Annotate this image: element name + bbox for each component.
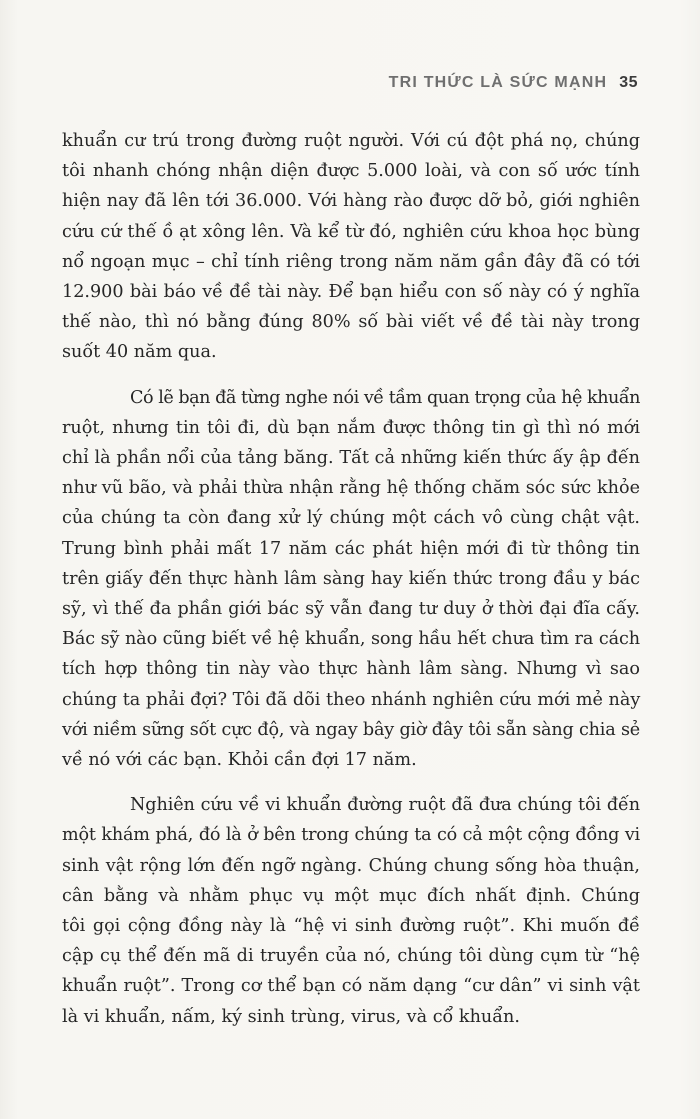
- text-line: khuẩn ruột”. Trong cơ thể bạn có năm dạng “cư dân” vi sinh vật: [62, 976, 640, 997]
- paragraph-gap: [62, 775, 640, 790]
- text-line: Có lẽ bạn đã từng nghe nói về tầm quan trọng của hệ khuẩn: [130, 387, 640, 408]
- text-line: cập cụ thể đến mã di truyền của nó, chúng tôi dùng cụm từ “hệ: [62, 946, 640, 967]
- chapter-title: TRI THỨC LÀ SỨC MẠNH: [388, 74, 608, 91]
- text-line: Nghiên cứu về vi khuẩn đường ruột đã đưa chúng tôi đến: [130, 795, 640, 816]
- text-line: tích hợp thông tin này vào thực hành lâm sàng. Nhưng vì sao: [62, 659, 640, 680]
- text-line: nổ ngoạn mục – chỉ tính riêng trong năm năm gần đây đã có tới: [62, 251, 640, 272]
- text-line: với niềm sững sốt cực độ, và ngay bây giờ đây tôi sẵn sàng chia sẻ: [62, 719, 640, 740]
- page-number: 35: [619, 74, 638, 91]
- text-line: Trung bình phải mất 17 năm các phát hiện mới đi từ thông tin: [62, 538, 640, 559]
- text-line: suốt 40 năm qua.: [62, 342, 217, 363]
- text-line: chúng ta phải đợi? Tôi đã dõi theo nhánh nghiên cứu mới mẻ này: [62, 689, 641, 710]
- paragraph-1: [62, 126, 640, 368]
- text-line: thế nào, thì nó bằng đúng 80% số bài viết về đề tài này trong: [62, 312, 640, 333]
- text-line: Bác sỹ nào cũng biết về hệ khuẩn, song hầu hết chưa tìm ra cách: [62, 629, 640, 650]
- text-line: là vi khuẩn, nấm, ký sinh trùng, virus, và cổ khuẩn.: [62, 1006, 520, 1027]
- text-line: như vũ bão, và phải thừa nhận rằng hệ thống chăm sóc sức khỏe: [62, 478, 640, 499]
- text-line: 12.900 bài báo về đề tài này. Để bạn hiểu con số này có ý nghĩa: [62, 282, 640, 303]
- text-line: khuẩn cư trú trong đường ruột người. Với cú đột phá nọ, chúng: [62, 131, 640, 151]
- text-line: sỹ, vì thế đa phần giới bác sỹ vẫn đang tư duy ở thời đại đĩa cấy.: [62, 599, 640, 620]
- text-line: tôi nhanh chóng nhận diện được 5.000 loài, và con số ước tính: [62, 161, 640, 182]
- text-line: về nó với các bạn. Khỏi cần đợi 17 năm.: [62, 750, 417, 771]
- running-header: [389, 74, 638, 92]
- text-line: sinh vật rộng lớn đến ngỡ ngàng. Chúng chung sống hòa thuận,: [62, 855, 640, 876]
- paragraph-2: [62, 383, 640, 776]
- text-line: cân bằng và nhằm phục vụ một mục đích nhất định. Chúng: [62, 885, 640, 906]
- text-line: chỉ là phần nổi của tảng băng. Tất cả những kiến thức ấy ập đến: [62, 448, 640, 469]
- body-text: [62, 126, 640, 1032]
- text-line: cứu cứ thế ồ ạt xông lên. Và kể từ đó, nghiên cứu khoa học bùng: [62, 221, 640, 242]
- paragraph-gap: [62, 368, 640, 383]
- text-line: của chúng ta còn đang xử lý chúng một cách vô cùng chật vật.: [62, 508, 640, 529]
- text-line: tôi gọi cộng đồng này là “hệ vi sinh đường ruột”. Khi muốn đề: [62, 916, 640, 937]
- paragraph-3: [62, 790, 640, 1032]
- text-line: ruột, nhưng tin tôi đi, dù bạn nắm được thông tin gì thì nó mới: [62, 417, 640, 438]
- text-line: một khám phá, đó là ở bên trong chúng ta có cả một cộng đồng vi: [62, 825, 640, 846]
- text-line: trên giấy đến thực hành lâm sàng hay kiến thức trong đầu y bác: [62, 568, 640, 589]
- text-line: hiện nay đã lên tới 36.000. Với hàng rào được dỡ bỏ, giới nghiên: [62, 191, 640, 212]
